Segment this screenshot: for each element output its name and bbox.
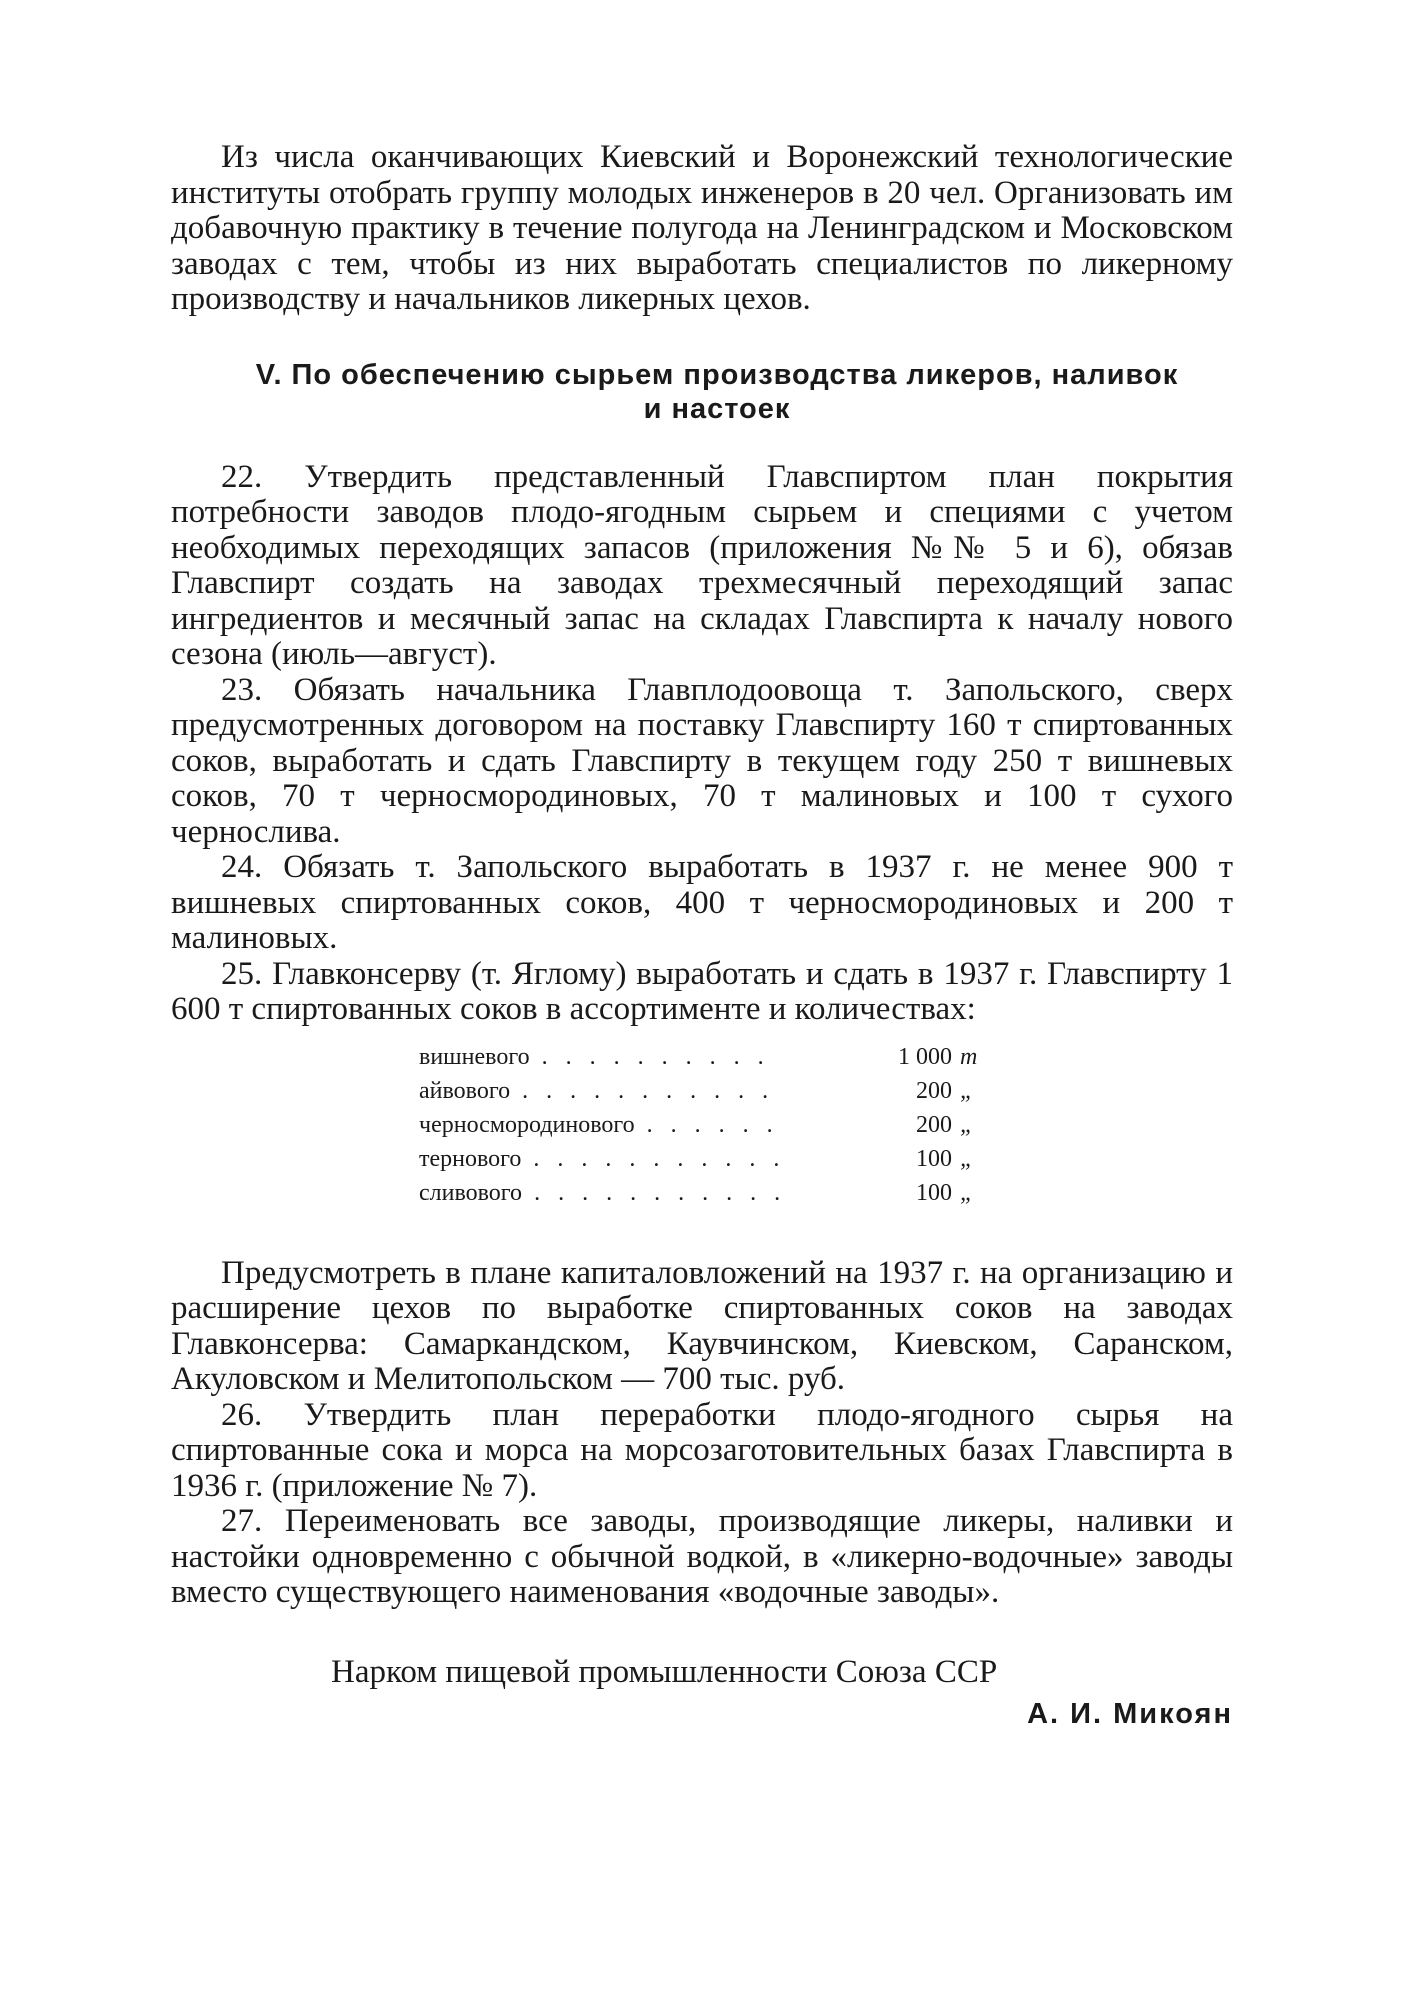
intro-paragraph: Из числа оканчивающих Киевский и Воронежский технологические институты отобрать группу молодых инженеров в 20 чел. Организовать им добавочную практику в течение полугода на Ленинградском и Московском заводах с тем, чтобы из них выработать специалистов по ликерному производству и начальников ликерных цехов. [171, 139, 1233, 317]
table-row [419, 1108, 994, 1142]
section-heading-line-1: V. По обеспечению сырьем производства ликеров, наливок [255, 358, 1179, 391]
juice-quantity: 200 [916, 1111, 952, 1138]
juice-quantity: 100 [916, 1145, 952, 1172]
table-row [419, 1040, 994, 1074]
leader-dots: . . . . . . . . . . . [522, 1179, 787, 1206]
paragraph-25: 25. Главконсерву (т. Яглому) выработать и сдать в 1937 г. Главспирту 1 600 т спиртованных соков в ассортименте и количествах: [171, 955, 1233, 1027]
juice-quantity: 100 [916, 1179, 952, 1206]
paragraph-22: 22. Утвердить представленный Главспиртом план покрытия потребности заводов плодо-ягодным сырьем и специями с учетом необходимых переходящих запасов (приложения №№ 5 и 6), обязав Главспирт создать на заводах трехмесячный переходящий запас ингредиентов и месячный запас на складах Главспирта к началу нового сезона (июль—август). [171, 458, 1233, 672]
signatory-name: А. И. Микоян [1027, 1697, 1233, 1730]
leader-dots: . . . . . . . . . . . [510, 1077, 775, 1104]
leader-dots: . . . . . . [634, 1111, 779, 1138]
juice-quantity: 200 [916, 1077, 952, 1104]
leader-dots: . . . . . . . . . . [529, 1043, 770, 1070]
leader-dots: . . . . . . . . . . . [521, 1145, 786, 1172]
juice-name: айвового [419, 1077, 511, 1104]
juice-unit: „ [960, 1179, 974, 1206]
table-row [419, 1176, 994, 1210]
signature-block [171, 1653, 1233, 1733]
juice-quantity-table [419, 1040, 994, 1210]
juice-unit: т [960, 1043, 978, 1070]
paragraph-26: 26. Утвердить план переработки плодо-ягодного сырья на спиртованные сока и морса на морсозаготовительных базах Главспирта в 1936 г. (приложение № 7). [171, 1396, 1233, 1504]
document-page [171, 140, 1233, 1733]
juice-unit: „ [960, 1111, 974, 1138]
table-row [419, 1074, 994, 1108]
juice-name: вишневого [419, 1043, 530, 1070]
juice-name: сливового [419, 1179, 523, 1206]
juice-unit: „ [960, 1077, 974, 1104]
section-heading-line-2: и настоек [643, 392, 791, 425]
juice-unit: „ [960, 1145, 974, 1172]
section-heading [171, 358, 1233, 426]
signatory-title: Нарком пищевой промышленности Союза ССР [331, 1653, 998, 1690]
paragraph-27: 27. Переименовать все заводы, производящие ликеры, наливки и настойки одновременно с обычной водкой, в «ликерно-водочные» заводы вместо существующего наименования «водочные заводы». [171, 1503, 1233, 1610]
table-row [419, 1142, 994, 1176]
juice-name: черносмородинового [419, 1111, 635, 1138]
paragraph-24: 24. Обязать т. Запольского выработать в 1937 г. не менее 900 т вишневых спиртованных соков, 400 т черносмородиновых и 200 т малиновых. [171, 849, 1233, 956]
paragraph-23: 23. Обязать начальника Главплодоовоща т. Запольского, сверх предусмотренных договором на поставку Главспирту 160 т спиртованных соков, выработать и сдать Главспирту в текущем году 250 т вишневых соков, 70 т черносмородиновых, 70 т малиновых и 100 т сухого чернослива. [171, 671, 1233, 850]
paragraph-25-continuation: Предусмотреть в плане капиталовложений на 1937 г. на организацию и расширение цехов по выработке спиртованных соков на заводах Главконсерва: Самаркандском, Каувчинском, Киевском, Саранском, Акуловском и Мелитопольском — 700 тыс. руб. [171, 1254, 1233, 1397]
juice-name: тернового [419, 1145, 522, 1172]
juice-quantity: 1 000 [898, 1043, 952, 1070]
